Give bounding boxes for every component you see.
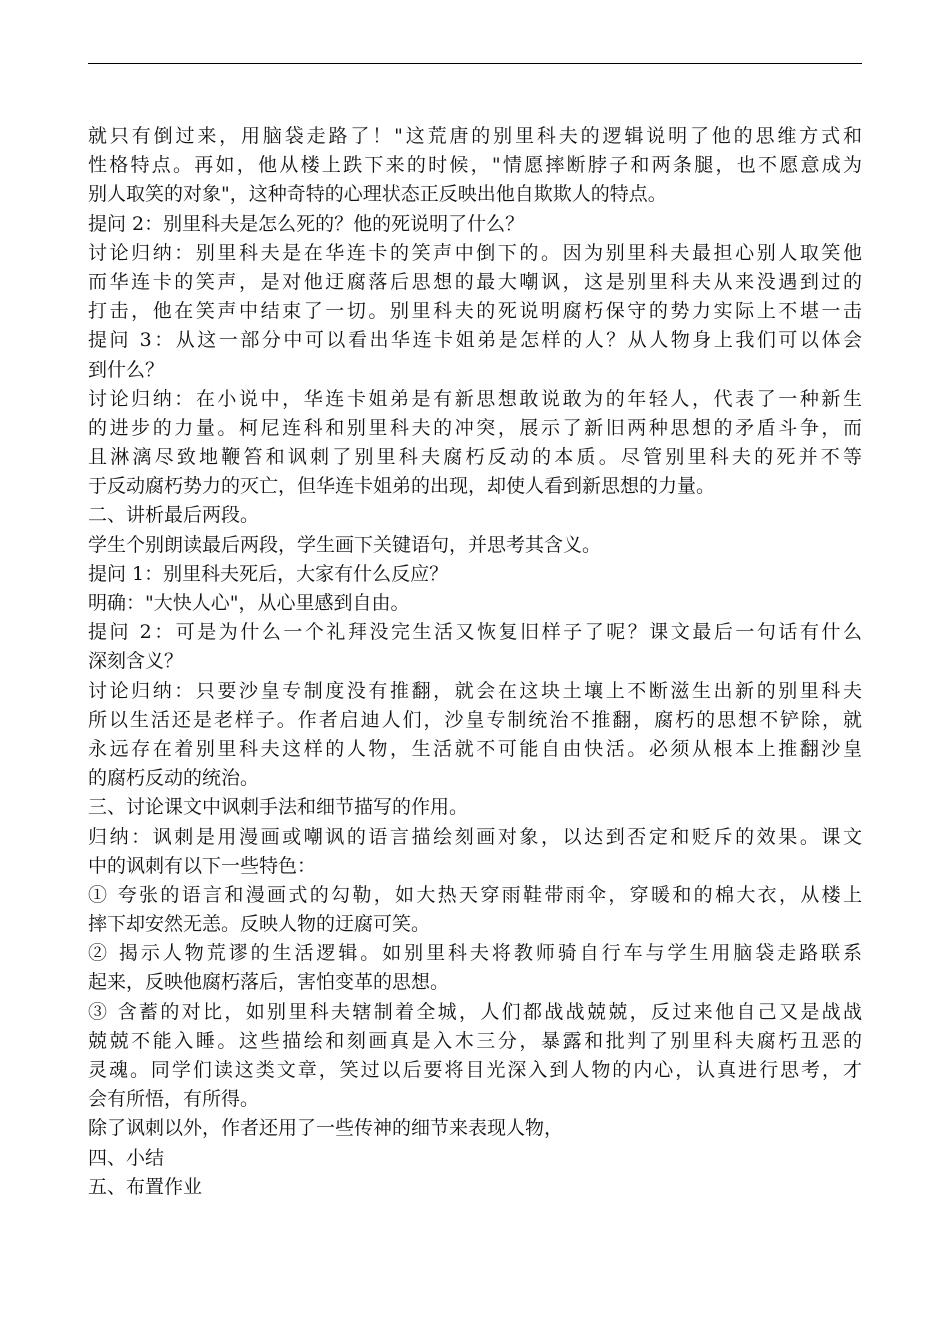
text-line: 别人取笑的对象"，这种奇特的心理状态正反映出他自欺欺人的特点。 xyxy=(88,183,667,206)
text-line: 明确："大快人心"，从心里感到自由。 xyxy=(88,592,410,614)
text-line: 到什么？ xyxy=(88,358,165,381)
text-line: 除了讽刺以外，作者还用了一些传神的细节来表现人物， xyxy=(88,1117,564,1140)
text-line: 于反动腐朽势力的灭亡，但华连卡姐弟的出现，却使人看到新思想的力量。 xyxy=(88,475,716,498)
text-line: 讨论归纳：在小说中，华连卡姐弟是有新思想敢说敢为的年轻人，代表了一种新生 xyxy=(88,387,862,410)
text-line: 起来，反映他腐朽落后，害怕变革的思想。 xyxy=(88,971,450,994)
text-line: 的进步的力量。柯尼连科和别里科夫的冲突，展示了新旧两种思想的矛盾斗争，而 xyxy=(88,416,862,439)
text-line: 就只有倒过来，用脑袋走路了！"这荒唐的别里科夫的逻辑说明了他的思维方式和 xyxy=(88,125,862,147)
text-line: 打击，他在笑声中结束了一切。别里科夫的死说明腐朽保守的势力实际上不堪一击 xyxy=(88,300,862,323)
header-rule xyxy=(88,63,862,64)
text-line: 讨论归纳：只要沙皇专制度没有推翻，就会在这块土壤上不断滋生出新的别里科夫 xyxy=(88,679,862,702)
text-line: 提问 2：可是为什么一个礼拜没完生活又恢复旧样子了呢？课文最后一句话有什么 xyxy=(88,621,862,644)
text-line: 深刻含义？ xyxy=(88,650,184,673)
text-line: 会有所悟，有所得。 xyxy=(88,1088,260,1111)
text-line: ① 夸张的语言和漫画式的勾勒，如大热天穿雨鞋带雨伞，穿暖和的棉大衣，从楼上 xyxy=(88,883,862,906)
text-line: ② 揭示人物荒谬的生活逻辑。如别里科夫将教师骑自行车与学生用脑袋走路联系 xyxy=(88,942,862,965)
text-line: 三、讨论课文中讽刺手法和细节描写的作用。 xyxy=(88,796,469,819)
text-line: 提问 2：别里科夫是怎么死的？他的死说明了什么？ xyxy=(88,212,525,235)
text-line: 而华连卡的笑声，是对他迂腐落后思想的最大嘲讽，这是别里科夫从来没遇到过的 xyxy=(88,270,862,293)
text-line: 二、讲析最后两段。 xyxy=(88,504,260,527)
text-line: 兢兢不能入睡。这些描绘和刻画真是入木三分，暴露和批判了别里科夫腐朽丑恶的 xyxy=(88,1029,862,1052)
text-line: 永远存在着别里科夫这样的人物，生活就不可能自由快活。必须从根本上推翻沙皇 xyxy=(88,737,862,760)
document-body xyxy=(88,122,862,1202)
text-line: ③ 含蓄的对比，如别里科夫辖制着全城，人们都战战兢兢，反过来他自己又是战战 xyxy=(88,1000,862,1023)
text-line: 性格特点。再如，他从楼上跌下来的时候，"情愿摔断脖子和两条腿，也不愿意成为 xyxy=(88,154,862,177)
text-line: 且淋漓尽致地鞭笞和讽刺了别里科夫腐朽反动的本质。尽管别里科夫的死并不等 xyxy=(88,446,862,469)
text-line: 五、布置作业 xyxy=(88,1175,203,1198)
text-line: 四、小结 xyxy=(88,1146,165,1169)
text-line: 中的讽刺有以下一些特色： xyxy=(88,854,317,877)
text-line: 学生个别朗读最后两段，学生画下关键语句，并思考其含义。 xyxy=(88,533,602,556)
text-line: 提问 3：从这一部分中可以看出华连卡姐弟是怎样的人？从人物身上我们可以体会 xyxy=(88,329,862,352)
text-line: 灵魂。同学们读这类文章，笑过以后要将目光深入到人物的内心，认真进行思考，才 xyxy=(88,1059,862,1081)
text-line: 的腐朽反动的统治。 xyxy=(88,767,260,790)
text-line: 所以生活还是老样子。作者启迪人们，沙皇专制统治不推翻，腐朽的思想不铲除，就 xyxy=(88,708,862,731)
text-line: 讨论归纳：别里科夫是在华连卡的笑声中倒下的。因为别里科夫最担心别人取笑他 xyxy=(88,241,862,264)
text-line: 提问 1：别里科夫死后，大家有什么反应？ xyxy=(88,562,449,585)
text-line: 摔下却安然无恙。反映人物的迂腐可笑。 xyxy=(88,913,431,936)
text-line: 归纳：讽刺是用漫画或嘲讽的语言描绘刻画对象，以达到否定和贬斥的效果。课文 xyxy=(88,825,862,848)
